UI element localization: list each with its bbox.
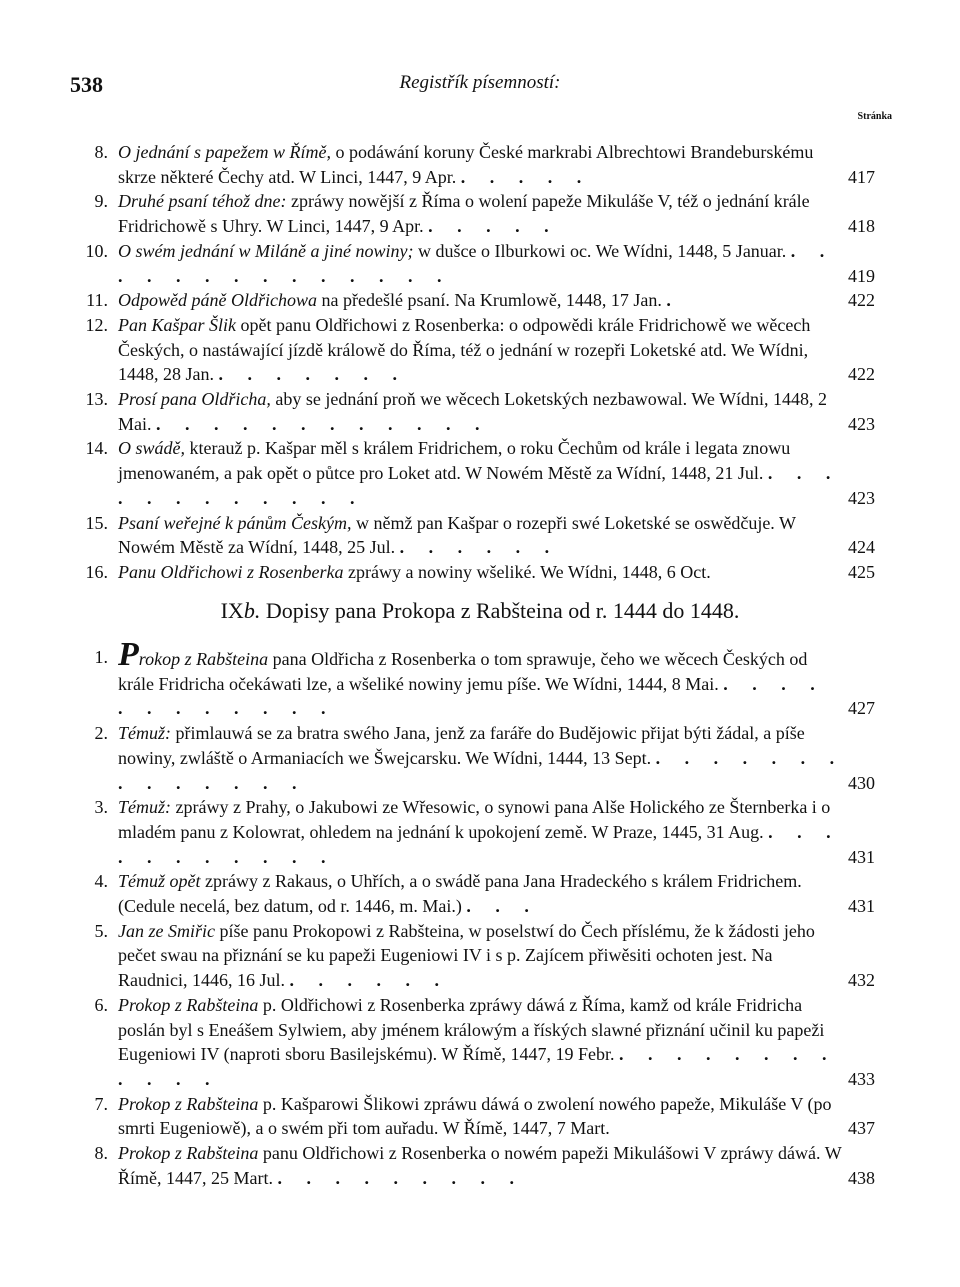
entry-lead: Jan ze Smiřic [118, 920, 215, 941]
entry-body: w dušce o Ilburkowi oc. We Wídni, 1448, 5 Januar. [413, 240, 787, 261]
entry-lead: O swém jednání w Miláně a jiné nowiny; [118, 240, 414, 261]
list-item [85, 560, 875, 585]
entry-number: 9. [94, 191, 108, 212]
entry-text [118, 919, 856, 993]
page-reference: 423 [848, 487, 875, 508]
entry-text [118, 993, 856, 1092]
leader-dots: . [666, 290, 681, 311]
entry-number: 7. [94, 1093, 108, 1114]
page-reference: 437 [848, 1118, 875, 1139]
entry-lead: Témuž: [118, 797, 171, 818]
leader-dots: . . . . . . . . . . . . . . [118, 747, 845, 793]
entry-number: 8. [94, 142, 108, 162]
page-reference: 431 [848, 896, 875, 917]
entry-lead: O swádě, [118, 438, 185, 459]
page-reference: 433 [848, 1068, 875, 1089]
page-reference: 424 [848, 537, 875, 558]
page-reference: 418 [848, 216, 875, 237]
entry-number: 5. [94, 920, 108, 941]
entry-body: panu Oldřichowi z Rosenberka o nowém papeži Mikulášowi V zpráwy dáwá. W Římě, 1447, 25 Mart. [118, 1143, 842, 1188]
page-reference: 427 [848, 698, 875, 719]
list-item [94, 636, 875, 721]
entry-text [118, 795, 856, 869]
entry-lead: Prokop z Rabšteina [118, 994, 259, 1015]
entry-body: aby se jednání proň we wěcech Loketských nezbawowal. We Wídni, 1448, 2 Mai. [118, 389, 828, 434]
entry-lead: Panu Oldřichowi z Rosenberka [118, 561, 344, 582]
list-item [85, 387, 875, 436]
page-header [64, 72, 896, 102]
page-reference: 432 [848, 970, 875, 991]
leader-dots: . . . . . . . [218, 364, 407, 385]
entry-text [118, 313, 856, 387]
entry-lead: Prosí pana Oldřicha, [118, 389, 271, 410]
page-reference: 417 [848, 166, 875, 187]
page-reference: 422 [848, 290, 875, 311]
page-column-label: Stránka [857, 111, 892, 122]
entry-number: 2. [94, 723, 108, 744]
page-reference: 425 [848, 561, 875, 582]
entry-lead: rokop z Rabšteina [138, 649, 269, 669]
section-a-list [85, 140, 875, 585]
entry-body: pana Oldřicha z Rosenberka o tom sprawuje, čeho we wěcech Českých od krále Fridricha očekáwati lze, a wšeliké nowiny jemu píše. We Wídni, 1444, 8 Mai. [118, 649, 808, 694]
leader-dots: . . . [466, 896, 539, 917]
running-title: Registřík písemností: [399, 72, 561, 93]
list-item [85, 313, 875, 387]
entry-number: 10. [85, 240, 108, 261]
entry-text [118, 636, 856, 721]
leader-dots: . . . . . . . . . . . . [156, 413, 490, 434]
entry-text [118, 239, 856, 288]
leader-dots: . . . . . . . . . . . . [118, 673, 825, 719]
section-heading-title: Dopisy pana Prokopa z Rabšteina od r. 1444 do 1448. [265, 598, 740, 623]
entry-text [118, 869, 856, 918]
entry-number: 11. [86, 290, 108, 311]
entry-number: 13. [85, 389, 108, 410]
entry-number: 1. [94, 647, 108, 667]
entry-text [118, 560, 856, 585]
leader-dots: . . . . . [460, 166, 592, 187]
entry-text [118, 511, 856, 560]
entry-body: o podáwání koruny České markrabi Albrechtowi Brandeburskému skrze některé Čechy atd. W Linci, 1447, 9 Apr. [118, 142, 814, 187]
entry-lead: Témuž: [118, 723, 171, 744]
section-heading-letter: b. [243, 598, 261, 623]
entry-number: 16. [85, 561, 108, 582]
entry-body: zpráwy nowější z Říma o wolení papeže Mikuláše V, též o jednání krále Fridrichowě s Uhry. W Linci, 1447, 9 Apr. [118, 191, 810, 237]
leader-dots: . . . . . . [399, 537, 560, 558]
list-item [94, 1141, 875, 1190]
leader-dots: . . . . . . [289, 970, 449, 991]
entry-body: zpráwy z Rakaus, o Uhřích, a o swádě pana Jana Hradeckého s králem Fridrichem. (Cedule necelá, bez datum, od r. 1446, m. Mai.) [118, 871, 802, 917]
leader-dots: . . . . . . . . . . . . . . [118, 240, 835, 286]
entry-lead: Prokop z Rabšteina [118, 1143, 259, 1164]
leader-dots: . . . . . . . . . . . . [118, 463, 841, 508]
leader-dots: . . . . . [428, 216, 559, 237]
section-heading [0, 598, 960, 624]
list-item [94, 795, 875, 869]
entry-body: přimlauwá se za bratra swého Jana, jenž za faráře do Budějowic přijat býti žádal, a píše nowiny, zwláště o Armaniacích we Šwejcarsku. We Wídni, 1444, 13 Sept. [118, 723, 805, 768]
entry-text [118, 1141, 856, 1190]
entry-number: 15. [85, 512, 108, 533]
page-number: 538 [70, 72, 103, 97]
page-reference: 422 [848, 364, 875, 385]
entry-number: 8. [94, 1143, 108, 1164]
list-item [94, 140, 875, 189]
entry-lead: Psaní weřejné k pánům Českým, [118, 512, 352, 533]
list-item [85, 436, 875, 510]
entry-body: opět panu Oldřichowi z Rosenberka: o odpowědi krále Fridrichowě we wěcech Českých, o nastáwající jízdě králowě do Říma, též o jednání w rozepři Loketské atd. We Wídni, 1448, 28 Jan. [118, 314, 811, 385]
entry-lead: Pan Kašpar Šlik [118, 314, 237, 335]
entry-lead: Druhé psaní téhož dne: [118, 191, 287, 212]
page-reference: 430 [848, 772, 875, 793]
entry-body: w němž pan Kašpar o rozepři swé Loketské se oswědčuje. W Nowém Městě za Wídní, 1448, 25 Jul. [118, 512, 796, 558]
list-item [94, 1092, 875, 1141]
entry-text [118, 1092, 856, 1141]
drop-cap: P [118, 636, 139, 673]
entry-text [118, 140, 856, 189]
page-reference: 423 [848, 413, 875, 434]
entry-text [118, 436, 856, 510]
page-reference: 419 [848, 265, 875, 286]
page-reference: 438 [848, 1167, 875, 1188]
entry-text [118, 721, 856, 795]
list-item [85, 239, 875, 288]
entry-body: kterauž p. Kašpar měl s králem Fridrichem, o roku Čechům od krále i legata znowu jmenowaném, a pak opět o půtce pro Loket atd. W Nowém Městě za Wídní, 1448, 21 Jul. [118, 438, 791, 484]
entry-number: 3. [94, 797, 108, 818]
list-item [94, 189, 875, 238]
entry-number: 4. [94, 871, 108, 892]
leader-dots: . . . . . . . . . [277, 1167, 524, 1188]
entry-number: 14. [85, 438, 108, 459]
entry-text [118, 387, 856, 436]
list-item [85, 511, 875, 560]
entry-lead: O jednání s papežem w Římě, [118, 142, 331, 162]
list-item [86, 288, 875, 313]
page-reference: 431 [848, 846, 875, 867]
entry-text [118, 288, 856, 313]
entry-number: 12. [85, 314, 108, 335]
list-item [94, 869, 875, 918]
entry-lead: Témuž opět [118, 871, 201, 892]
entry-body: píše panu Prokopowi z Rabšteina, w poselstwí do Čech příslému, že k žádosti jeho pečet swau na přiznání se ku papeži Eugeniowi IV i s p. Zajícem přiwěsiti ochoten jest. Na Raudnici, 1446, 16 Jul. [118, 920, 815, 991]
list-item [94, 919, 875, 993]
entry-body: p. Kašparowi Šlikowi zpráwu dáwá o zwolení nowého papeže, Mikuláše V (po smrti Eugeniowě), a o swém při tom auřadu. W Římě, 1447, 7 Mart. [118, 1093, 832, 1139]
entry-body: p. Oldřichowi z Rosenberka zpráwy dáwá z Říma, kamž od krále Fridricha poslán byl s Eneášem Sylwiem, aby jménem králowým a říských slawné přiznání učinil ku papeži Eugeniowi IV (naproti sboru Basilejskému). W Římě, 1447, 19 Febr. [118, 994, 825, 1065]
entry-body: zpráwy z Prahy, o Jakubowi ze Wřesowic, o synowi pana Alše Holického ze Šternberka i o mladém panu z Kolowrat, ohledem na jednání k upokojení země. W Praze, 1445, 31 Aug. [118, 797, 831, 842]
entry-lead: Odpowěd páně Oldřichowa [118, 290, 317, 311]
section-heading-number: IX [220, 598, 244, 623]
list-item [94, 721, 875, 795]
section-b-list [94, 636, 875, 1190]
entry-number: 6. [94, 994, 108, 1015]
entry-body: zpráwy a nowiny wšeliké. We Wídni, 1448, 6 Oct. [343, 561, 711, 582]
list-item [94, 993, 875, 1092]
entry-body: na předešlé psaní. Na Krumlowě, 1448, 17 Jan. [316, 290, 662, 311]
entry-text [118, 189, 856, 238]
entry-lead: Prokop z Rabšteina [118, 1093, 259, 1114]
leader-dots: . . . . . . . . . . . . [118, 1044, 837, 1089]
leader-dots: . . . . . . . . . . . [118, 821, 841, 867]
